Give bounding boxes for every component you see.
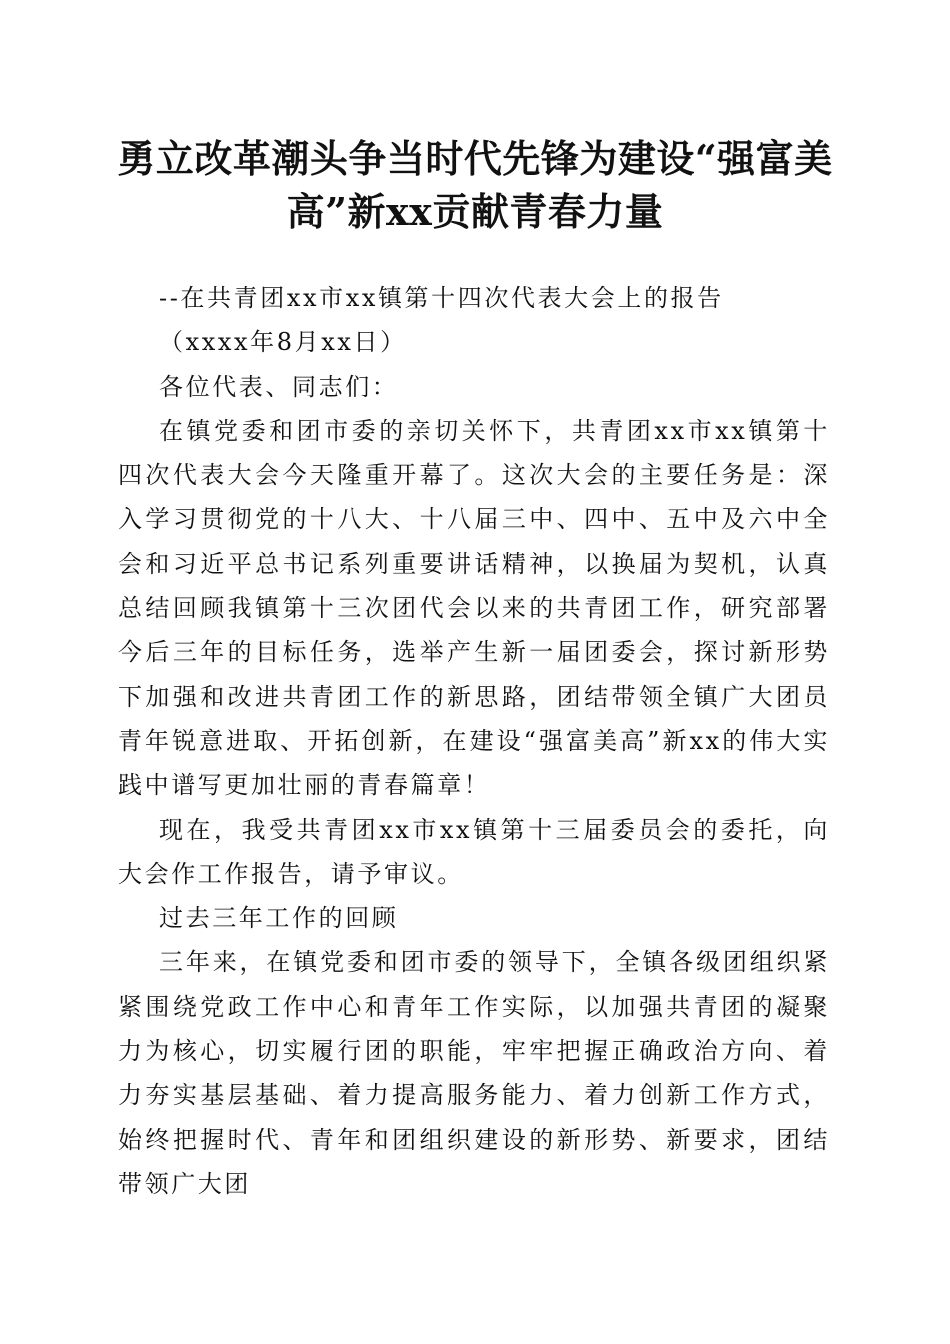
report-subtitle: --在共青团xx市xx镇第十四次代表大会上的报告 — [159, 284, 724, 312]
section-heading: 过去三年工作的回顾 — [159, 904, 399, 933]
paragraph: 现在，我受共青团xx市xx镇第十三届委员会的委托，向大会作工作报告，请予审议。 — [118, 815, 830, 888]
document-body — [118, 276, 830, 1206]
paragraph: 三年来，在镇党委和团市委的领导下，全镇各级团组织紧紧围绕党政工作中心和青年工作实际，以加强共青团的凝聚力为核心，切实履行团的职能，牢牢把握正确政治方向、着力夯实基层基础、着力提高服务能力、着力创新工作方式，始终把握时代、青年和团组织建设的新形势、新要求，团结带领广大团 — [118, 948, 830, 1198]
paragraph: 在镇党委和团市委的亲切关怀下，共青团xx市xx镇第十四次代表大会今天隆重开幕了。这次大会的主要任务是：深入学习贯彻党的十八大、十八届三中、四中、五中及六中全会和习近平总书记系列重要讲话精神，以换届为契机，认真总结回顾我镇第十三次团代会以来的共青团工作，研究部署今后三年的目标任务，选举产生新一届团委会，探讨新形势下加强和改进共青团工作的新思路，团结带领全镇广大团员青年锐意进取、开拓创新，在建设“强富美高”新xx的伟大实践中谱写更加壮丽的青春篇章！ — [118, 416, 830, 800]
salutation: 各位代表、同志们： — [159, 372, 399, 401]
report-date: （xxxx年8月xx日） — [159, 328, 407, 357]
document-title: 勇立改革潮头争当时代先锋为建设“强富美高”新xx贡献青春力量 — [117, 136, 833, 234]
